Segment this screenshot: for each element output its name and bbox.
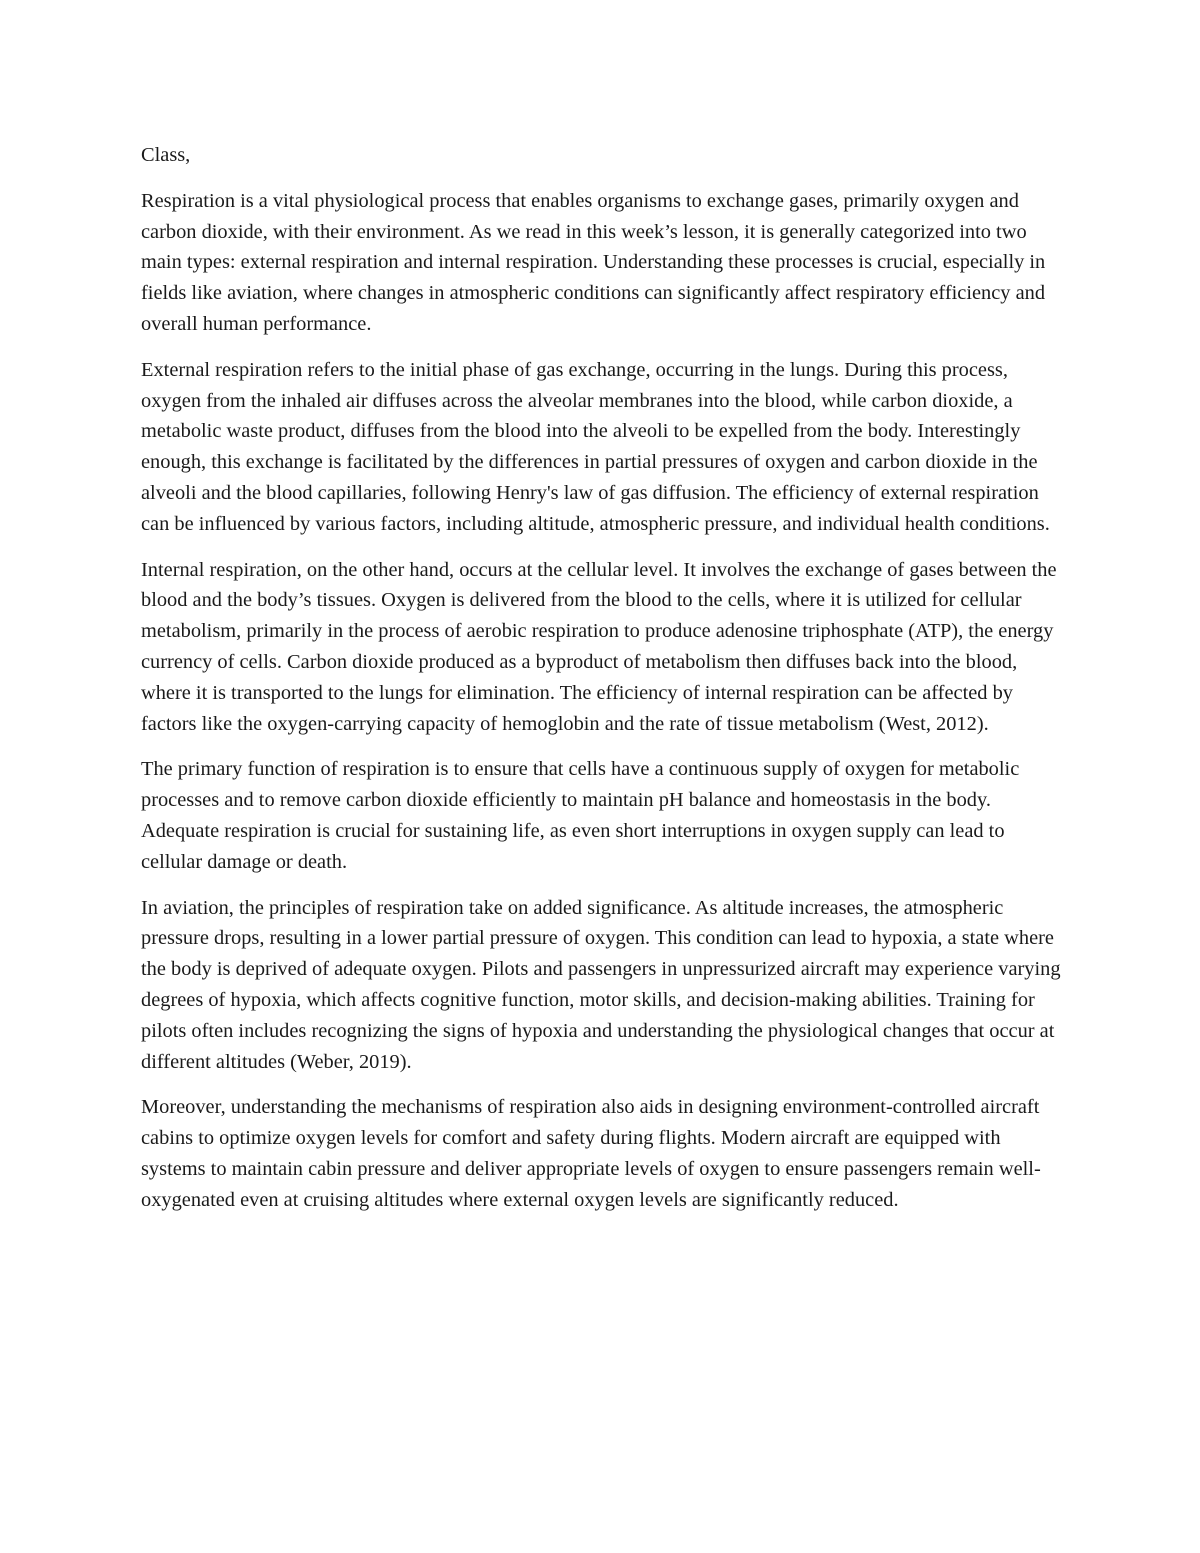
paragraph-external-respiration: External respiration refers to the initial phase of gas exchange, occurring in the lungs. During this process, oxygen from the inhaled air diffuses across the alveolar membranes into the blood, while carbon dioxide, a metabolic waste product, diffuses from the blood into the alveoli to be expelled from the body. Interestingly enough, this exchange is facilitated by the differences in partial pressures of oxygen and carbon dioxide in the alveoli and the blood capillaries, following Henry's law of gas diffusion. The efficiency of external respiration can be influenced by various factors, including altitude, atmospheric pressure, and individual health conditions. xyxy=(141,358,1050,535)
paragraph-internal-respiration: Internal respiration, on the other hand, occurs at the cellular level. It involves the exchange of gases between the blood and the body’s tissues. Oxygen is delivered from the blood to the cells, where it is utilized for cellular metabolism, primarily in the process of aerobic respiration to produce adenosine triphosphate (ATP), the energy currency of cells. Carbon dioxide produced as a byproduct of metabolism then diffuses back into the blood, where it is transported to the lungs for elimination. The efficiency of internal respiration can be affected by factors like the oxygen-carrying capacity of hemoglobin and the rate of tissue metabolism (West, 2012). xyxy=(141,558,1057,735)
paragraph-aircraft-cabins: Moreover, understanding the mechanisms of respiration also aids in designing environment-controlled aircraft cabins to optimize oxygen levels for comfort and safety during flights. Modern aircraft are equipped with systems to maintain cabin pressure and deliver appropriate levels of oxygen to ensure passengers remain well-oxygenated even at cruising altitudes where external oxygen levels are significantly reduced. xyxy=(141,1096,1041,1211)
paragraph-intro: Respiration is a vital physiological process that enables organisms to exchange gases, primarily oxygen and carbon dioxide, with their environment. As we read in this week’s lesson, it is generally categorized into two main types: external respiration and internal respiration. Understanding these processes is crucial, especially in fields like aviation, where changes in atmospheric conditions can significantly affect respiratory efficiency and overall human performance. xyxy=(141,189,1046,335)
document-body xyxy=(141,140,1061,1231)
salutation: Class, xyxy=(141,144,191,166)
paragraph-aviation: In aviation, the principles of respiration take on added significance. As altitude increases, the atmospheric pressure drops, resulting in a lower partial pressure of oxygen. This condition can lead to hypoxia, a state where the body is deprived of adequate oxygen. Pilots and passengers in unpressurized aircraft may experience varying degrees of hypoxia, which affects cognitive function, motor skills, and decision-making abilities. Training for pilots often includes recognizing the signs of hypoxia and understanding the physiological changes that occur at different altitudes (Weber, 2019). xyxy=(141,896,1061,1073)
paragraph-primary-function: The primary function of respiration is to ensure that cells have a continuous supply of oxygen for metabolic processes and to remove carbon dioxide efficiently to maintain pH balance and homeostasis in the body. Adequate respiration is crucial for sustaining life, as even short interruptions in oxygen supply can lead to cellular damage or death. xyxy=(141,758,1020,873)
